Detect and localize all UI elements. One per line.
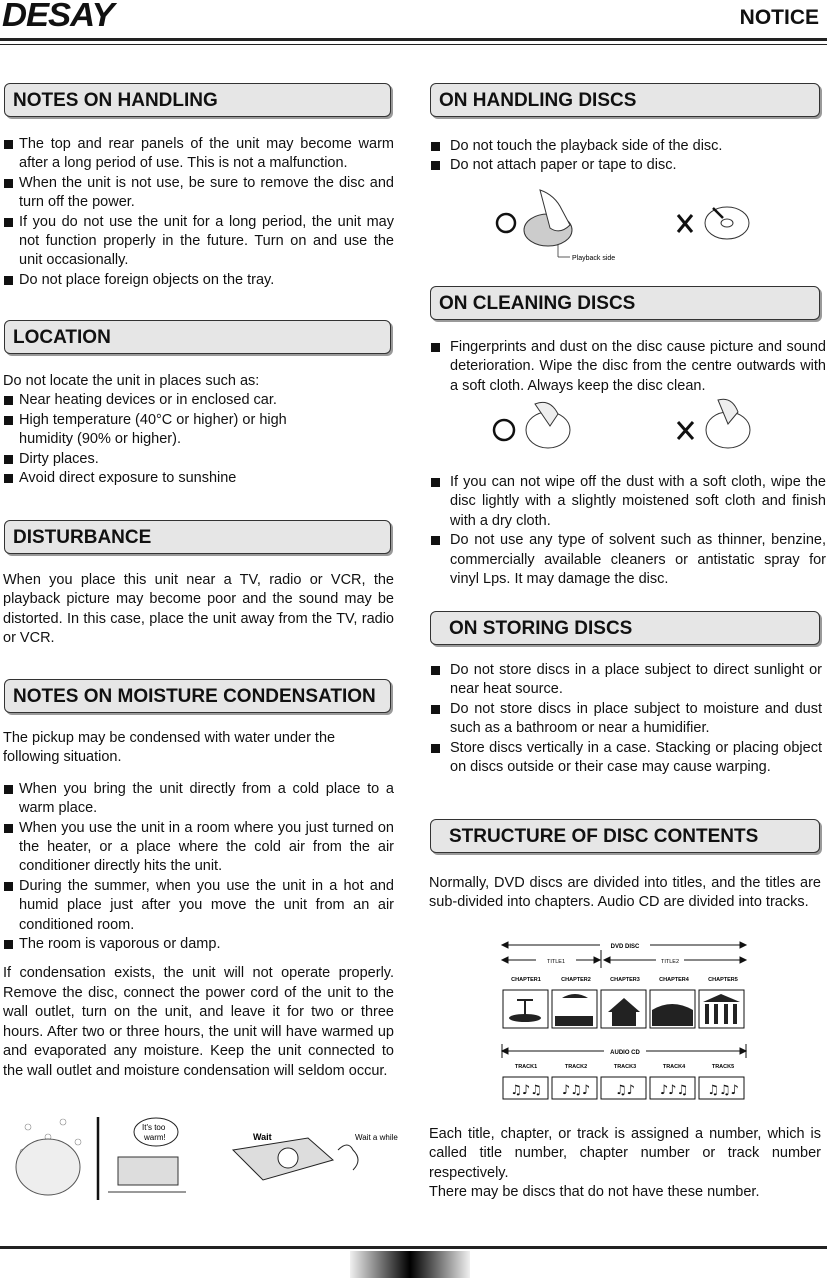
storing-list: [430, 661, 822, 777]
chapter-label: CHAPTER2: [561, 977, 591, 983]
svg-text:♫♪: ♫♪: [615, 1083, 635, 1098]
section-on-handling-discs: ON HANDLING DISCS: [430, 83, 820, 117]
structure-outro: [429, 1125, 821, 1203]
section-on-storing-discs: ON STORING DISCS: [430, 611, 820, 645]
correct-icon: [494, 420, 514, 440]
list-item: Near heating devices or in enclosed car.: [3, 391, 333, 410]
bubble-text-2: warm!: [144, 1133, 166, 1142]
header-rule-thin: [0, 44, 827, 45]
person-figure: [16, 1139, 80, 1195]
correct-icon: [497, 214, 515, 232]
list-item: If you can not wipe off the dust with a soft cloth, wipe the disc lightly with a slightly moistened soft cloth and finish with a dry cloth.: [430, 473, 826, 531]
structure-outro-2: There may be discs that do not have these number.: [429, 1184, 760, 1201]
list-item: Avoid direct exposure to sunshine: [3, 469, 333, 488]
audio-cd-label: AUDIO CD: [610, 1050, 640, 1056]
list-item: Do not touch the playback side of the disc.: [430, 137, 826, 156]
list-item: Do not store discs in place subject to moisture and dust such as a bathroom or near a humidifier.: [430, 700, 822, 739]
chapter-label: CHAPTER5: [708, 977, 738, 983]
track-label: TRACK2: [564, 1064, 588, 1070]
cleaning-list-2: [430, 473, 826, 589]
wrong-icon: [678, 422, 693, 439]
list-item: Fingerprints and dust on the disc cause picture and sound deterioration. Wipe the disc from the centre outwards with a soft cloth. Always keep the disc clean.: [430, 338, 826, 396]
wait-text: Wait: [253, 1132, 272, 1142]
track-label: TRACK5: [711, 1064, 735, 1070]
moisture-outro: If condensation exists, the unit will not operate properly. Remove the disc, connect the power cord of the unit to the wall outlet, turn on the unit, and leave it for two or three hours. After two or three hours, the unit will have warmed up and evaporated any moisture. Keep the unit connected to the wall outlet and moisture condensation will seldom occur.: [3, 965, 394, 1079]
handling-discs-illustration: [490, 180, 770, 266]
track-label: TRACK1: [514, 1064, 538, 1070]
location-intro: Do not locate the unit in places such as:: [3, 373, 260, 389]
disturbance-paragraph: When you place this unit near a TV, radio or VCR, the playback picture may become poor and the sound may be distorted. In this case, place the unit away from the TV, radio or VCR.: [3, 572, 394, 647]
list-item: Do not store discs in a place subject to direct sunlight or near heat source.: [430, 661, 822, 700]
section-on-cleaning-discs: ON CLEANING DISCS: [430, 286, 820, 320]
list-item: The room is vaporous or damp.: [3, 935, 394, 954]
svg-text:♪♪♫: ♪♪♫: [659, 1083, 689, 1098]
list-item: High temperature (40°C or higher) or high humidity (90% or higher).: [3, 411, 333, 450]
dvd-disc-label: DVD DISC: [610, 944, 640, 950]
brand-logo: DESAY: [2, 0, 114, 33]
chapter-label: CHAPTER3: [610, 977, 640, 983]
moisture-content: [3, 729, 394, 1081]
list-item: Dirty places.: [3, 450, 333, 469]
section-moisture-condensation: NOTES ON MOISTURE CONDENSATION: [4, 679, 391, 713]
cleaning-discs-illustration: [490, 396, 770, 456]
svg-text:♪♫♪: ♪♫♪: [561, 1083, 591, 1098]
structure-intro-text: Normally, DVD discs are divided into titles, and the titles are sub-divided into chapters. Audio CD are divided into tracks.: [429, 875, 821, 911]
section-location: LOCATION: [4, 320, 391, 354]
title-label: TITLE2: [660, 959, 680, 965]
track-label: TRACK4: [662, 1064, 686, 1070]
list-item: Do not place foreign objects on the tray.: [3, 271, 394, 290]
header-rule: [0, 38, 827, 41]
list-item: Do not attach paper or tape to disc.: [430, 156, 826, 175]
list-item: The top and rear panels of the unit may become warm after a long period of use. This is not a malfunction.: [3, 135, 394, 174]
list-item: Do not use any type of solvent such as thinner, benzine, commercially available cleaners or antistatic spray for vinyl Lps. It may damage the disc.: [430, 531, 826, 589]
disc-structure-diagram: [500, 938, 750, 1103]
playback-side-label: Playback side: [572, 255, 616, 262]
track-label: TRACK3: [613, 1064, 637, 1070]
dvd-player-icon: [118, 1157, 178, 1185]
svg-text:♫♪♫: ♫♪♫: [510, 1083, 542, 1098]
list-item: When the unit is not use, be sure to remove the disc and turn off the power.: [3, 174, 394, 213]
condensation-illustration: [8, 1112, 193, 1202]
moisture-intro: The pickup may be condensed with water under the following situation.: [3, 730, 336, 766]
handling-discs-list: [430, 137, 826, 176]
list-item: Store discs vertically in a case. Stacking or placing object on discs outside or their case may cause warping.: [430, 739, 822, 778]
list-item: During the summer, when you use the unit in a hot and humid place just after you move the unit from an air conditioned room.: [3, 877, 394, 935]
structure-outro-1: Each title, chapter, or track is assigned a number, which is called title number, chapter number or track number respectively.: [429, 1126, 821, 1181]
list-item: When you use the unit in a room where you just turned on the heater, or a place where the cold air from the air conditioner directly hits the unit.: [3, 819, 394, 877]
bubble-text-1: It's too: [142, 1123, 166, 1132]
structure-intro: [429, 874, 821, 913]
list-item: When you bring the unit directly from a cold place to a warm place.: [3, 780, 394, 819]
section-disturbance: DISTURBANCE: [4, 520, 391, 554]
disc-icon: [705, 207, 749, 239]
page-number-tab: [350, 1251, 470, 1278]
cleaning-list-1: [430, 338, 826, 396]
page-title: NOTICE: [739, 6, 819, 29]
disturbance-text: [3, 571, 394, 649]
list-item: If you do not use the unit for a long period, the unit may not function properly in the future. Turn on and use the unit occasionally.: [3, 213, 394, 271]
handling-list: [3, 135, 394, 290]
footer-rule: [0, 1246, 827, 1249]
chapter-label: CHAPTER4: [659, 977, 689, 983]
wrong-icon: [678, 215, 692, 232]
wait-illustration: [213, 1120, 398, 1190]
svg-text:♫♫♪: ♫♫♪: [707, 1083, 739, 1098]
section-notes-on-handling: NOTES ON HANDLING: [4, 83, 391, 117]
title-label: TITLE1: [546, 959, 566, 965]
section-structure-of-disc-contents: STRUCTURE OF DISC CONTENTS: [430, 819, 820, 853]
location-content: [3, 372, 333, 488]
wait-a-while-text: Wait a while: [355, 1133, 398, 1142]
disc-icon: [278, 1148, 298, 1168]
chapter-label: CHAPTER1: [511, 977, 541, 983]
